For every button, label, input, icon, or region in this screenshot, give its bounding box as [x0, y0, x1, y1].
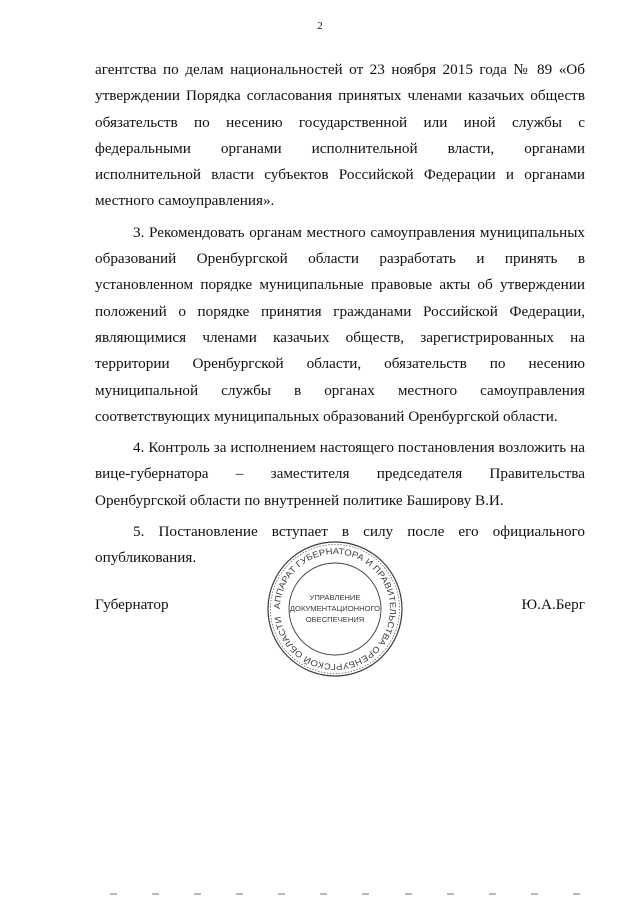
seal-center-line-2: ДОКУМЕНТАЦИОННОГО [289, 604, 381, 613]
paragraph-item-5: 5. Постановление вступает в силу после его официального опубликования. [95, 523, 585, 567]
scan-mark [194, 893, 201, 895]
scan-mark [573, 893, 580, 895]
seal-center-line-3: ОБЕСПЕЧЕНИЯ [305, 615, 365, 624]
scan-mark [405, 893, 412, 895]
seal-graphic [266, 540, 404, 678]
paragraph-continuation: агентства по делам национальностей от 23 ноября 2015 года № 89 «Об утверждении Порядка согласования принятых членами казачьих обществ обязательств по несению государственной или иной службы с федеральными органами исполнительной власти, органами исполнительной власти субъектов Российской Федерации и органами местного самоуправления». [95, 61, 585, 210]
scan-mark [110, 893, 117, 895]
seal-ring-text: АППАРАТ ГУБЕРНАТОРА И ПРАВИТЕЛЬСТВА ОРЕНБУРГСКОЙ ОБЛАСТИ [271, 545, 399, 673]
paragraph-item-4: 4. Контроль за исполнением настоящего постановления возложить на вице-губернатора – заместителя председателя Правительства Оренбургской области по внутренней политике Баширову В.И. [95, 439, 585, 509]
bottom-scan-marks [110, 893, 580, 899]
scan-mark [236, 893, 243, 895]
scan-mark [152, 893, 159, 895]
scan-mark [447, 893, 454, 895]
scan-mark [531, 893, 538, 895]
scan-mark [320, 893, 327, 895]
official-seal [266, 540, 404, 678]
scan-mark [489, 893, 496, 895]
seal-center-line-1: УПРАВЛЕНИЕ [309, 593, 361, 602]
scan-mark [362, 893, 369, 895]
document-body [95, 57, 585, 572]
scan-mark [278, 893, 285, 895]
signer-name: Ю.А.Берг [521, 596, 585, 613]
signer-position: Губернатор [95, 596, 169, 613]
paragraph-item-3: 3. Рекомендовать органам местного самоуправления муниципальных образований Оренбургской области разработать и принять в установленном порядке муниципальные правовые акты об утверждении положений о порядке принятия гражданами Российской Федерации, являющимися членами казачьих обществ, зарегистрированных на территории Оренбургской области, обязательств по несению муниципальной службы в органах местного самоуправления соответствующих муниципальных образований Оренбургской области. [95, 223, 585, 425]
page-number: 2 [317, 20, 323, 32]
